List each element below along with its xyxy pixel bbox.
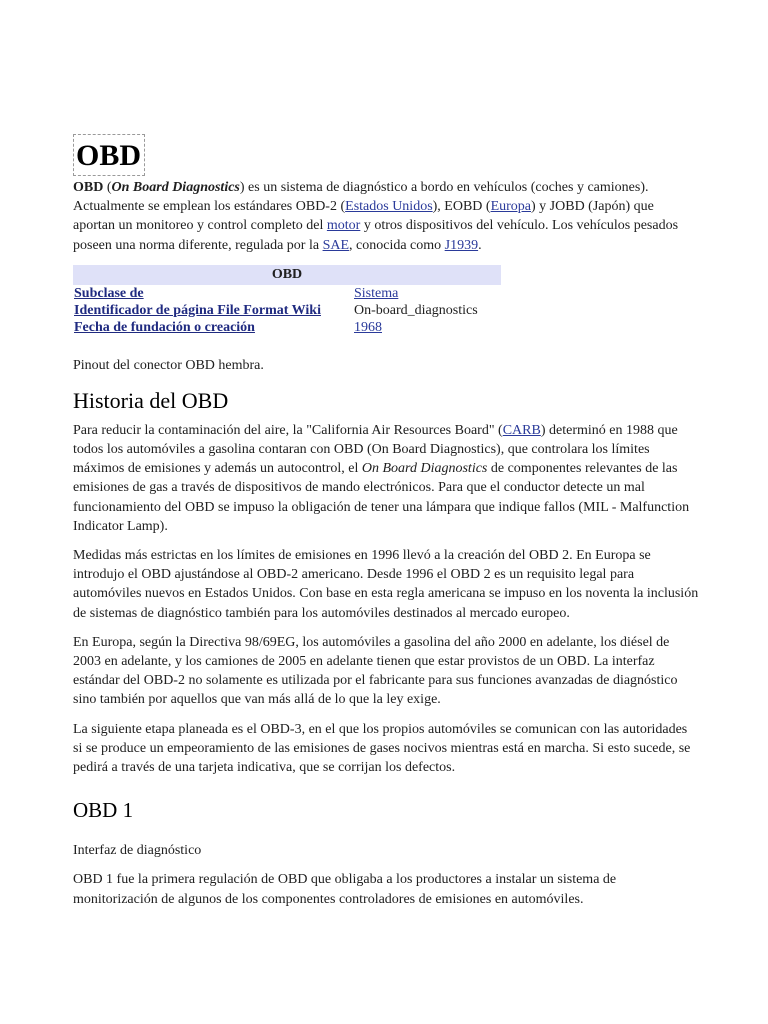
infobox-value-sistema[interactable]: Sistema	[354, 285, 399, 301]
historia-paragraph-4: La siguiente etapa planeada es el OBD-3, en el que los propios automóviles se comunican con las autoridades si se produce un empeoramiento de las emisiones de gases nocivos mientras está en marcha. Si esto sucede, se pedirá a través de una tarjeta indicativa, que se corrijan los defectos.	[73, 721, 691, 776]
link-sae[interactable]: SAE	[322, 237, 350, 253]
link-estados-unidos[interactable]: Estados Unidos	[345, 199, 433, 215]
section-heading-historia: Historia del OBD	[73, 387, 229, 413]
link-motor[interactable]: motor	[326, 218, 361, 234]
infobox-value-identificador: On-board_diagnostics	[354, 302, 478, 318]
historia-p1-text-3: de componentes relevantes de las emisiones de gas a través de dispositivos de mando electrónicos. Para que el conductor detecte un mal funcionamiento del OBD se impuso la obligación de tener una lámpara que indique fallos (MIL - Malfunction Indicator Lamp).	[73, 461, 690, 534]
intro-bold-term: OBD	[73, 180, 104, 195]
infobox-row	[73, 302, 501, 319]
link-j1939[interactable]: J1939	[444, 237, 479, 253]
intro-text-7: .	[478, 237, 482, 253]
intro-text-6: , conocida como	[349, 237, 445, 253]
historia-p1-italic: On Board Diagnostics	[361, 461, 488, 477]
obd1-paragraph-1: OBD 1 fue la primera regulación de OBD que obligaba a los productores a instalar un sistema de monitorización de algunos de los componentes controladores de emisiones en automóviles.	[73, 872, 617, 907]
infobox-table	[73, 265, 501, 336]
intro-italic-term: On Board Diagnostics	[111, 180, 240, 195]
intro-text-5: y otros dispositivos del vehículo. Los vehículos pesados poseen una norma diferente, regulada por la	[73, 218, 679, 253]
infobox-header: OBD	[73, 265, 501, 285]
link-europa[interactable]: Europa	[490, 199, 532, 215]
intro-text-2: ) es un sistema de diagnóstico a bordo en vehículos (coches y camiones). Actualmente se emplean los estándares OBD-2 (	[73, 180, 649, 215]
infobox-key-identificador[interactable]: Identificador de página File Format Wiki	[74, 302, 321, 318]
intro-text-1: (	[103, 180, 112, 195]
infobox-value-1968[interactable]: 1968	[354, 319, 382, 335]
historia-paragraph-1	[73, 421, 699, 536]
intro-text-3: ), EOBD (	[432, 199, 491, 215]
page-title-box	[73, 134, 145, 176]
infobox-key-fecha[interactable]: Fecha de fundación o creación	[74, 319, 255, 335]
intro-text-4: ) y JOBD (Japón) que aportan un monitoreo y control completo del	[73, 199, 654, 234]
historia-paragraph-2: Medidas más estrictas en los límites de emisiones en 1996 llevó a la creación del OBD 2. En Europa se introdujo el OBD ajustándose al OBD-2 americano. Desde 1996 el OBD 2 es un requisito legal para automóviles nuevos en Estados Unidos. Con base en esta regla americana se impuso en los noventa la inclusión de sistemas de diagnóstico también para los automóviles destinados al mercado europeo.	[73, 548, 699, 621]
intro-paragraph	[73, 178, 699, 255]
infobox-key-subclase[interactable]: Subclase de	[74, 285, 144, 301]
link-carb[interactable]: CARB	[502, 422, 541, 438]
infobox-row	[73, 319, 501, 336]
page-title: OBD	[76, 139, 142, 172]
image-caption: Pinout del conector OBD hembra.	[73, 357, 264, 373]
historia-p1-text-2: ) determinó en 1988 que todos los automóviles a gasolina contaran con OBD (On Board Diagnostics), que controlara los límites máximos de emisiones y además un autocontrol, el	[73, 422, 678, 477]
obd1-caption: Interfaz de diagnóstico	[73, 843, 202, 859]
section-heading-obd1: OBD 1	[73, 798, 134, 823]
historia-paragraph-3: En Europa, según la Directiva 98/69EG, los automóviles a gasolina del año 2000 en adelante, los diésel de 2003 en adelante, y los camiones de 2005 en adelante tienen que estar provistos de un OBD. La interfaz estándar del OBD-2 no solamente es utilizada por el fabricante para sus funciones avanzadas de diagnóstico sino también por aquellos que van más allá de lo que la ley exige.	[73, 634, 678, 708]
article	[73, 134, 699, 919]
historia-p1-text-1: Para reducir la contaminación del aire, la "California Air Resources Board" (	[73, 422, 503, 438]
infobox-row	[73, 285, 501, 302]
